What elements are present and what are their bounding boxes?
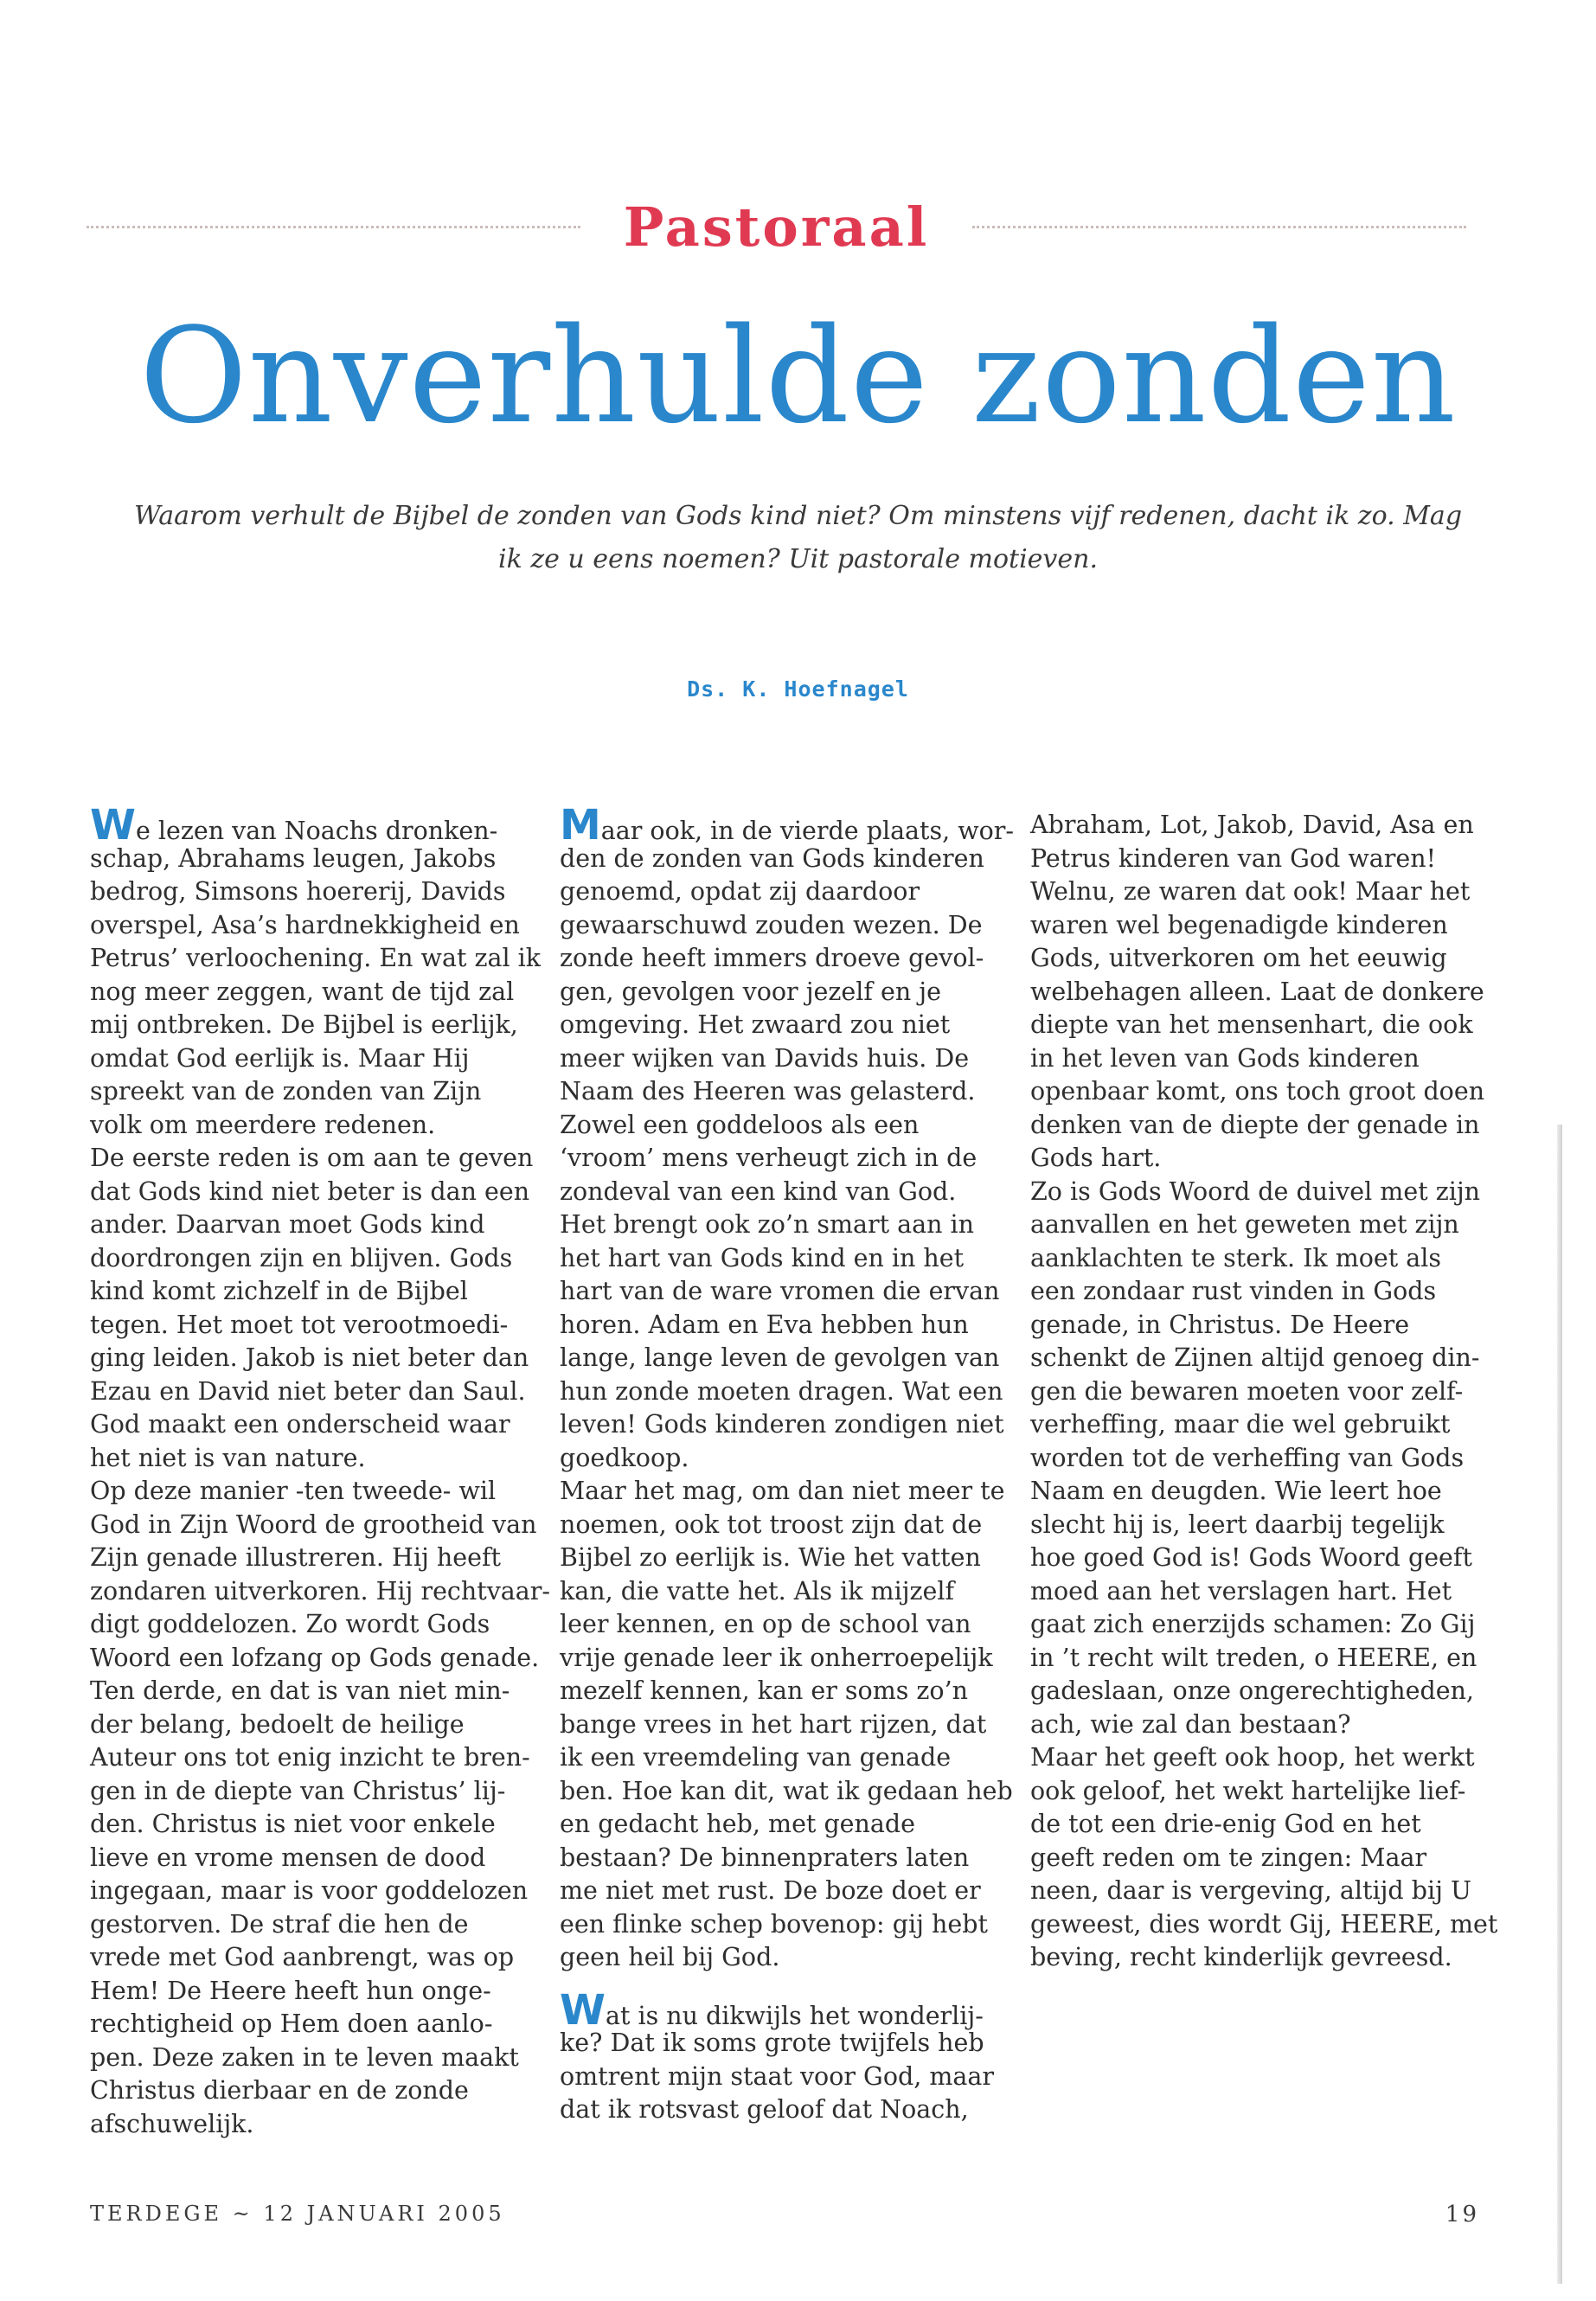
text-line: in het leven van Gods kinderen xyxy=(1030,1043,1420,1073)
text-line: dat ik rotsvast geloof dat Noach, xyxy=(560,2095,969,2124)
text-line: geeft reden om te zingen: Maar xyxy=(1030,1843,1427,1872)
text-line: Petrus kinderen van God waren! xyxy=(1030,843,1437,873)
text-line: hun zonde moeten dragen. Wat een xyxy=(560,1376,1003,1406)
text-line: We lezen van Noachs dronken- xyxy=(90,801,498,849)
text-line: Zo is Gods Woord de duivel met zijn xyxy=(1030,1176,1481,1206)
text-line: de tot een drie-enig God en het xyxy=(1030,1810,1421,1838)
text-line: Op deze manier -ten tweede- wil xyxy=(90,1477,497,1505)
author-byline: Ds. K. Hoefnagel xyxy=(687,676,909,702)
text-line: een flinke schep bovenop: gij hebt xyxy=(560,1909,988,1939)
text-line: Ten derde, en dat is van niet min- xyxy=(90,1676,510,1705)
text-line: ach, wie zal dan bestaan? xyxy=(1030,1709,1351,1739)
text-line: God maakt een onderscheid waar xyxy=(90,1410,510,1439)
text-line: Petrus’ verloochening. En wat zal ik xyxy=(90,944,542,972)
section-rule-left xyxy=(87,226,580,228)
section-rule-right xyxy=(972,226,1466,228)
text-line: Ezau en David niet beter dan Saul. xyxy=(90,1376,526,1406)
text-line: tegen. Het moet tot verootmoedi- xyxy=(90,1310,509,1339)
text-line: ingegaan, maar is voor goddelozen xyxy=(90,1876,529,1905)
text-line: zonde heeft immers droeve gevol- xyxy=(560,944,984,972)
footer-publication: TERDEGE ~ 12 JANUARI 2005 xyxy=(90,2202,505,2226)
text-line: Het brengt ook zo’n smart aan in xyxy=(560,1210,975,1239)
text-line: denken van de diepte der genade in xyxy=(1030,1110,1480,1139)
text-line: mezelf kennen, kan er soms zo’n xyxy=(560,1676,968,1705)
text-line: zondeval van een kind van God. xyxy=(560,1176,957,1206)
text-line: overspel, Asa’s hardnekkigheid en xyxy=(90,910,520,939)
text-line: verheffing, maar die wel gebruikt xyxy=(1030,1410,1451,1439)
text-line: aanvallen en het geweten met zijn xyxy=(1030,1210,1459,1239)
text-line: ging leiden. Jakob is niet beter dan xyxy=(90,1343,529,1372)
text-line: Bijbel zo eerlijk is. Wie het vatten xyxy=(560,1543,981,1572)
text-line: hart van de ware vromen die ervan xyxy=(560,1277,1000,1305)
text-line: Woord een lofzang op Gods genade. xyxy=(90,1643,540,1672)
text-line: God in Zijn Woord de grootheid van xyxy=(90,1509,537,1539)
drop-cap: M xyxy=(560,801,601,849)
paragraph-gap xyxy=(560,1975,992,1994)
text-line: aanklachten te sterk. Ik moet als xyxy=(1030,1243,1441,1272)
text-line: kind komt zichzelf in de Bijbel xyxy=(90,1277,468,1305)
text-line: ke? Dat ik soms grote twijfels heb xyxy=(560,2029,984,2057)
text-line: vrije genade leer ik onherroepelijk xyxy=(560,1643,993,1672)
text-line: goedkoop. xyxy=(560,1443,689,1472)
text-line: omdat God eerlijk is. Maar Hij xyxy=(90,1043,470,1073)
text-line: gen in de diepte van Christus’ lij- xyxy=(90,1776,506,1805)
text-line: het niet is van nature. xyxy=(90,1443,366,1472)
text-line: gadeslaan, onze ongerechtigheden, xyxy=(1030,1676,1474,1705)
text-line: beving, recht kinderlijk gevreesd. xyxy=(1030,1943,1452,1971)
text-line: ook geloof, het wekt hartelijke lief- xyxy=(1030,1776,1466,1805)
text-line: noemen, ook tot troost zijn dat de xyxy=(560,1509,983,1539)
text-line: geen heil bij God. xyxy=(560,1943,780,1971)
text-line: diepte van het mensenhart, die ook xyxy=(1030,1010,1473,1039)
text-line: in ’t recht wilt treden, o HEERE, en xyxy=(1030,1643,1477,1672)
text-line: horen. Adam en Eva hebben hun xyxy=(560,1310,969,1339)
text-line: ben. Hoe kan dit, wat ik gedaan heb xyxy=(560,1776,1013,1805)
text-line: Gods, uitverkoren om het eeuwig xyxy=(1030,944,1447,972)
section-label: Pastoraal xyxy=(623,195,930,259)
text-line: gestorven. De straf die hen de xyxy=(90,1909,469,1939)
drop-cap: W xyxy=(90,801,136,849)
text-line: spreekt van de zonden van Zijn xyxy=(90,1077,482,1106)
text-line: bestaan? De binnenpraters laten xyxy=(560,1843,970,1872)
text-line: Hem! De Heere heeft hun onge- xyxy=(90,1976,491,2005)
text-line: lange, lange leven de gevolgen van xyxy=(560,1343,1000,1372)
text-line: volk om meerdere redenen. xyxy=(90,1110,436,1139)
text-line: Gods hart. xyxy=(1030,1144,1162,1172)
text-line: Wat is nu dikwijls het wonderlij- xyxy=(560,1985,984,2035)
text-line: geweest, dies wordt Gij, HEERE, met xyxy=(1030,1909,1498,1939)
text-line: ik een vreemdeling van genade xyxy=(560,1743,952,1772)
text-line: leven! Gods kinderen zondigen niet xyxy=(560,1410,1004,1439)
text-line: vrede met God aanbrengt, was op xyxy=(90,1943,515,1971)
text-line: schap, Abrahams leugen, Jakobs xyxy=(90,843,497,873)
text-line: rechtigheid op Hem doen aanlo- xyxy=(90,2009,493,2038)
text-line: Welnu, ze waren dat ook! Maar het xyxy=(1030,877,1471,906)
text-line: schenkt de Zijnen altijd genoeg din- xyxy=(1030,1343,1480,1372)
text-line: Christus dierbaar en de zonde xyxy=(90,2076,469,2105)
text-line: Maar het mag, om dan niet meer te xyxy=(560,1477,1005,1505)
text-line: gaat zich enerzijds schamen: Zo Gij xyxy=(1030,1610,1476,1638)
text-line: Maar het geeft ook hoop, het werkt xyxy=(1030,1743,1475,1772)
text-line: doordrongen zijn en blijven. Gods xyxy=(90,1243,513,1272)
text-line: waren wel begenadigde kinderen xyxy=(1030,910,1448,939)
text-line: worden tot de verheffing van Gods xyxy=(1030,1443,1465,1472)
text-line: Auteur ons tot enig inzicht te bren- xyxy=(90,1743,530,1772)
text-line: Naam des Heeren was gelasterd. xyxy=(560,1077,976,1106)
page-edge-shadow xyxy=(1557,1125,1562,2284)
text-line: gewaarschuwd zouden wezen. De xyxy=(560,910,983,939)
text-line: welbehagen alleen. Laat de donkere xyxy=(1030,977,1484,1006)
text-line: Zijn genade illustreren. Hij heeft xyxy=(90,1543,501,1572)
text-line: digt goddelozen. Zo wordt Gods xyxy=(90,1610,490,1638)
text-line: genade, in Christus. De Heere xyxy=(1030,1310,1410,1339)
text-line: bange vrees in het hart rijzen, dat xyxy=(560,1709,987,1739)
text-line: lieve en vrome mensen de dood xyxy=(90,1843,486,1872)
text-line: Zowel een goddeloos als een xyxy=(560,1110,920,1139)
text-line: pen. Deze zaken in te leven maakt xyxy=(90,2042,519,2072)
article-intro: Waarom verhult de Bijbel de zonden van Gods kind niet? Om minstens vijf redenen, dacht ik zo. Mag ik ze u eens noemen? Uit pastorale motieven. xyxy=(133,501,1463,574)
text-line: ander. Daarvan moet Gods kind xyxy=(90,1210,485,1239)
text-line: neen, daar is vergeving, altijd bij U xyxy=(1030,1876,1471,1905)
text-line: dat Gods kind niet beter is dan een xyxy=(90,1176,530,1206)
text-line: Abraham, Lot, Jakob, David, Asa en xyxy=(1030,811,1474,839)
text-line: leer kennen, en op de school van xyxy=(560,1610,971,1638)
article-column-1 xyxy=(90,801,551,2141)
article-column-3 xyxy=(1030,809,1498,1975)
drop-cap: W xyxy=(560,1985,606,2035)
text-line: moed aan het verslagen hart. Het xyxy=(1030,1576,1452,1606)
text-line: meer wijken van Davids huis. De xyxy=(560,1043,970,1073)
text-line: omgeving. Het zwaard zou niet xyxy=(560,1010,951,1039)
article-column-2 xyxy=(560,801,1015,2127)
text-line: me niet met rust. De boze doet er xyxy=(560,1876,981,1905)
text-line: Naam en deugden. Wie leert hoe xyxy=(1030,1477,1442,1505)
text-line: den. Christus is niet voor enkele xyxy=(90,1810,496,1838)
text-line: genoemd, opdat zij daardoor xyxy=(560,877,920,906)
text-line: gen die bewaren moeten voor zelf- xyxy=(1030,1376,1464,1406)
text-line: omtrent mijn staat voor God, maar xyxy=(560,2061,994,2091)
text-line: gen, gevolgen voor jezelf en je xyxy=(560,977,941,1006)
text-line: mij ontbreken. De Bijbel is eerlijk, xyxy=(90,1010,518,1039)
text-line: openbaar komt, ons toch groot doen xyxy=(1030,1077,1485,1106)
text-line: slecht hij is, leert daarbij tegelijk xyxy=(1030,1509,1445,1539)
text-line: ‘vroom’ mens verheugt zich in de xyxy=(560,1144,977,1172)
text-line: een zondaar rust vinden in Gods xyxy=(1030,1277,1437,1305)
text-line: der belang, bedoelt de heilige xyxy=(90,1709,465,1739)
text-line: nog meer zeggen, want de tijd zal xyxy=(90,977,515,1006)
text-line: bedrog, Simsons hoererij, Davids xyxy=(90,877,506,906)
section-header xyxy=(87,192,1466,261)
text-line: hoe goed God is! Gods Woord geeft xyxy=(1030,1543,1472,1572)
text-line: Maar ook, in de vierde plaats, wor- xyxy=(560,801,1015,849)
text-line: zondaren uitverkoren. Hij rechtvaar- xyxy=(90,1576,551,1606)
text-line: het hart van Gods kind en in het xyxy=(560,1243,965,1272)
article-title: Onverhulde zonden xyxy=(139,299,1457,452)
page-number: 19 xyxy=(1445,2202,1479,2227)
text-line: kan, die vatte het. Als ik mijzelf xyxy=(560,1576,955,1606)
text-line: afschuwelijk. xyxy=(90,2109,254,2138)
text-line: den de zonden van Gods kinderen xyxy=(560,843,984,873)
text-line: en gedacht heb, met genade xyxy=(560,1810,916,1838)
text-line: De eerste reden is om aan te geven xyxy=(90,1144,534,1172)
